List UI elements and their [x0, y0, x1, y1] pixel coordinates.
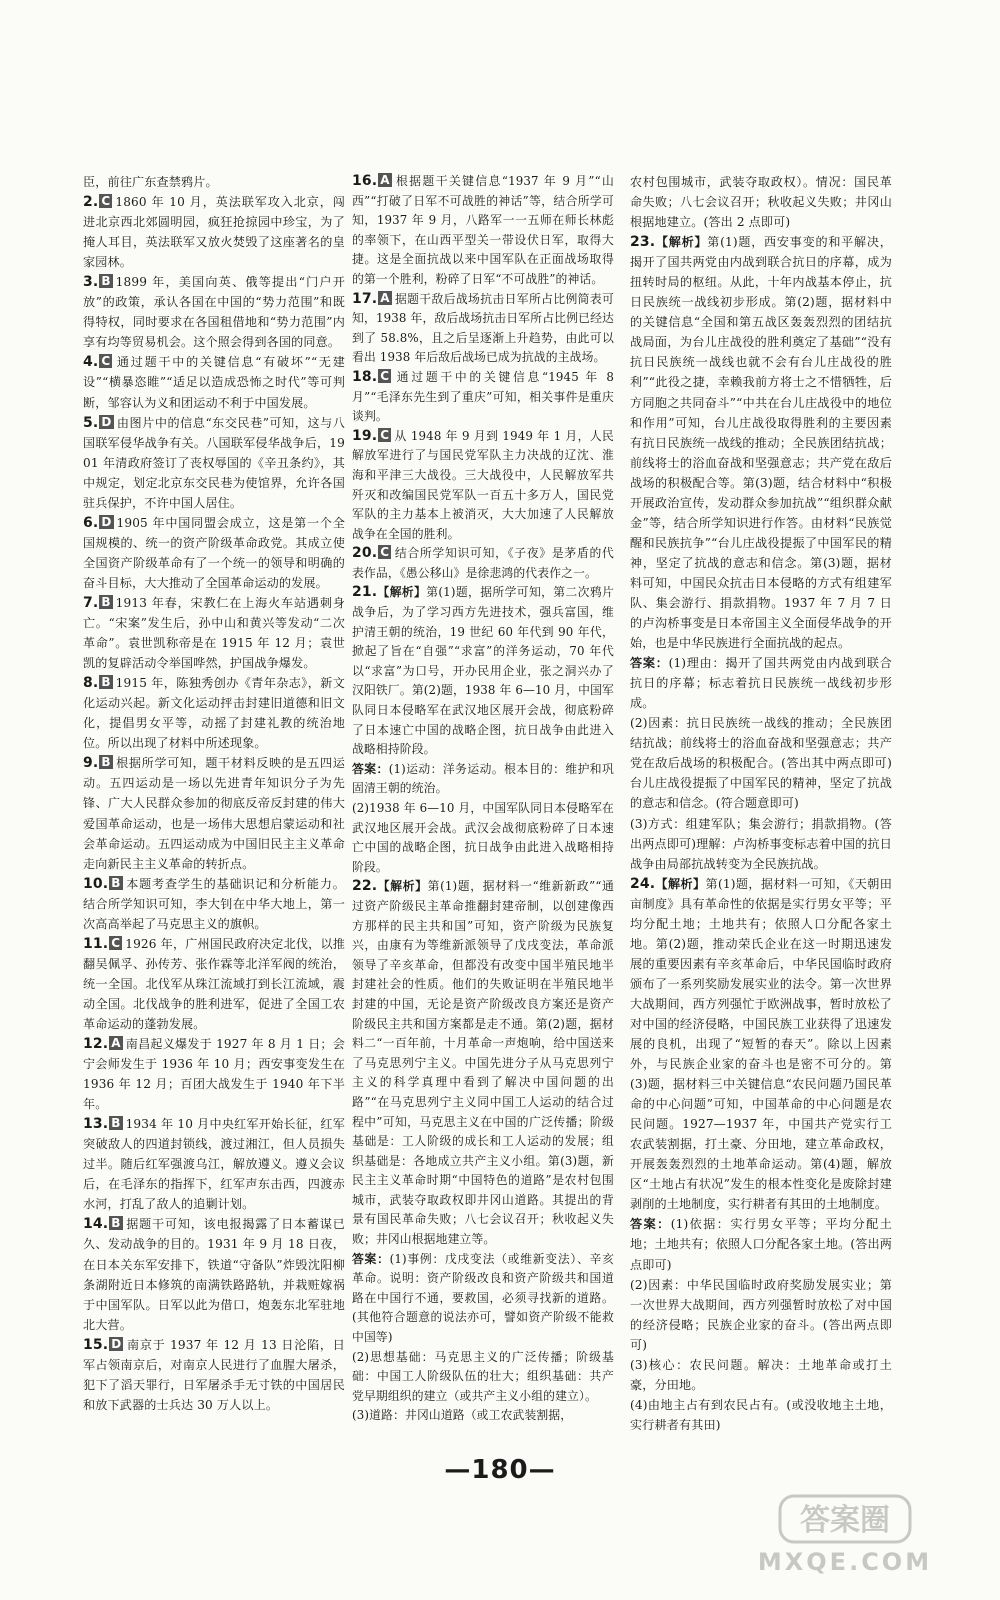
answer-continuation — [630, 1355, 892, 1395]
question-entry — [352, 583, 614, 759]
answer-choice-badge: C — [101, 194, 111, 209]
question-number: 21. — [352, 584, 378, 601]
entry-text: (3)核心：农民问题。解决：土地革命或打土豪，分田地。 — [630, 1357, 892, 1392]
answer-choice-badge: B — [101, 755, 111, 770]
entry-text: 1913 年春，宋教仁在上海火车站遇刺身亡。“宋案”发生后，孙中山和黄兴等发动“二次革命”。袁世凯称帝是在 1915 年 12 月；袁世凯的复辟活动令举国哗然，护国战争爆发。 — [83, 595, 345, 671]
analysis-tag: 【解析】 — [377, 585, 427, 600]
answer-continuation — [352, 799, 614, 877]
answer-choice-badge: B — [101, 274, 111, 289]
answer-choice-badge: C — [380, 427, 390, 442]
question-number: 12. — [83, 1036, 109, 1053]
entry-text: (3)方式：组建军队；集会游行；捐款捐物。(答出两点即可)理解：卢沟桥事变标志着中国的抗日战争由局部抗战转变为全民族抗战。 — [630, 816, 892, 871]
answer-choice-badge: A — [380, 173, 390, 187]
entry-text: (1)依据：实行男女平等；平均分配土地；土地共有；依照人口分配各家土地。(答出两点即可) — [630, 1217, 892, 1272]
question-entry — [630, 232, 892, 653]
question-number: 4. — [83, 354, 99, 371]
entry-text: (1)理由：揭开了国共两党由内战到联合抗日的序幕；标志着抗日民族统一战线初步形成。 — [630, 656, 892, 711]
entry-text: 1934 年 10 月中央红军开始长征，红军突破敌人的四道封锁线，渡过湘江，但人员损失过半。随后红军强渡乌江，解放遵义。遵义会议后，在毛泽东的指挥下，红军声东击西，四渡赤水河，打乱了敌人的追剿计划。 — [83, 1117, 345, 1212]
answer-choice-badge: C — [101, 354, 111, 369]
question-number: 8. — [83, 675, 99, 692]
question-entry — [83, 172, 345, 192]
entry-text: 农村包围城市，武装夺取政权）。情况：国民革命失败；八七会议召开；秋收起义失败；井冈山根据地建立。(答出 2 点即可) — [630, 175, 892, 230]
answer-choice-badge: C — [380, 545, 390, 560]
answer-continuation — [352, 1348, 614, 1407]
entry-text: 结合所学知识可知，《子夜》是茅盾的代表作品，《愚公移山》是徐悲鸿的代表作之一。 — [352, 546, 614, 580]
entry-text: (4)由地主占有到农民占有。(或没收地主土地，实行耕者有其田) — [630, 1397, 892, 1432]
question-entry — [352, 368, 614, 427]
entry-text: 根据题干关键信息“1937 年 9 月”“山西”“打破了日军不可战胜的神话”等，结合所学可知，1937 年 9 月，八路军一一五师在师长林彪的率领下，在山西平型关一带设伏日军，取得大捷。这是全面抗战以来中国军队在正面战场取得的第一个胜利，粉碎了日军“不可战胜”的神话。 — [352, 174, 614, 286]
question-entry — [83, 413, 345, 513]
entry-text: 由图片中的信息“东交民巷”可知，这与八国联军侵华战争有关。八国联军侵华战争后，1901 年清政府签订了丧权辱国的《辛丑条约》，其中规定，划定北京东交民巷为使馆界，允许各国驻兵保护，不许中国人居住。 — [83, 415, 345, 510]
question-number: 7. — [83, 594, 99, 611]
answer-choice-badge: D — [111, 1336, 122, 1351]
question-number: 17. — [352, 290, 378, 307]
question-entry — [83, 593, 345, 673]
entry-text: 1899 年，美国向英、俄等提出“门户开放”的政策，承认各国在中国的“势力范围”和既得特权，同时要求在各国租借地和“势力范围”内享有均等贸易机会。这个照会得到各国的同意。 — [83, 275, 345, 350]
question-entry — [630, 874, 892, 1215]
question-entry — [352, 290, 614, 368]
answer-choice-badge: B — [111, 875, 121, 890]
answer-choice-badge: D — [101, 414, 112, 429]
watermark-logo — [720, 1492, 970, 1578]
question-entry — [352, 172, 614, 290]
question-entry — [352, 544, 614, 583]
answer-continuation — [630, 814, 892, 874]
entry-text: 通过题干中的关键信息“1945 年 8 月”“毛泽东先生到了重庆”可知，相关事件是重庆谈判。 — [352, 369, 614, 424]
entry-text: 据题干可知，该电报揭露了日本蓄谋已久、发动战争的目的。1931 年 9 月 18 日夜，在日本关东军安排下，铁道“守备队”炸毁沈阳柳条湖附近日本修筑的南满铁路路轨，并栽赃嫁祸于中国军队。日军以此为借口，炮轰东北军驻地北大营。 — [83, 1217, 345, 1332]
entry-text: 从 1948 年 9 月到 1949 年 1 月，人民解放军进行了与国民党军队主力决战的辽沈、淮海和平津三大战役。三大战役中，人民解放军共歼灭和改编国民党军队一百五十多万人，国民党军队的主力基本上被消灭，大大加速了人民解放战争在全国的胜利。 — [352, 428, 614, 541]
watermark-icon — [720, 1492, 970, 1578]
answer-continuation — [630, 1275, 892, 1355]
answer-key — [630, 1214, 892, 1274]
entry-text: (2)因素：中华民国临时政府奖励发展实业；第一次世界大战期间，西方列强暂时放松了对中国的经济侵略；民族企业家的奋斗。(答出两点即可) — [630, 1277, 892, 1352]
answer-choice-badge: B — [111, 1116, 121, 1131]
column-middle — [352, 172, 614, 1426]
answer-label: 答案： — [352, 761, 389, 776]
entry-text: (3)道路：井冈山道路（或工农武装割据， — [352, 1408, 573, 1423]
entry-text: 第(1)题，据所学可知，第二次鸦片战争后，为了学习西方先进技术，强兵富国，维护清王朝的统治，19 世纪 60 年代到 90 年代，掀起了旨在“自强”“求富”的洋务运动，70 年代以“求富”为口号，开办民用企业，张之洞兴办了汉阳铁厂。第(2)题，1938 年 6—10 月，中国军队同日本侵略军在武汉地区展开会战，彻底粉碎了日本速亡中国的战略企图，抗日战争由此进入战略相持阶段。 — [352, 585, 614, 757]
entry-text: (2)因素：抗日民族统一战线的推动；全民族团结抗战；前线将士的浴血奋战和坚强意志；共产党在敌后战场的积极配合。(答出其中两点即可)台儿庄战役提振了中国军民的精神，坚定了抗战的意志和信念。(符合题意即可) — [630, 716, 892, 811]
question-entry — [83, 513, 345, 593]
answer-label: 答案： — [630, 1217, 671, 1232]
question-entry — [83, 753, 345, 873]
question-entry — [83, 673, 345, 753]
question-entry — [352, 877, 614, 1249]
question-entry — [83, 272, 345, 352]
question-number: 5. — [83, 414, 99, 431]
analysis-tag: 【解析】 — [655, 876, 706, 891]
answer-continuation — [630, 172, 892, 232]
question-number: 13. — [83, 1116, 109, 1133]
entry-text: 1915 年，陈独秀创办《青年杂志》，新文化运动兴起。新文化运动抨击封建旧道德和旧文化，提倡男女平等，动摇了封建礼教的统治地位。所以出现了材料中所述现象。 — [83, 676, 345, 751]
entry-text: 根据所学可知，题干材料反映的是五四运动。五四运动是一场以先进青年知识分子为先锋、广大人民群众参加的彻底反帝反封建的伟大爱国革命运动，也是一场伟大思想启蒙运动和社会革命运动。五四运动成为中国旧民主主义革命走向新民主主义革命的转折点。 — [83, 756, 345, 871]
answer-choice-badge: B — [111, 1216, 121, 1231]
answer-choice-badge: C — [380, 368, 390, 383]
question-entry — [83, 352, 345, 412]
answer-choice-badge: D — [101, 514, 112, 529]
answer-choice-badge: A — [111, 1036, 121, 1051]
question-number: 9. — [83, 755, 99, 772]
question-number: 16. — [352, 173, 378, 189]
entry-text: 第(1)题，据材料一“维新新政”“通过资产阶级民主革命推翻封建帝制，以创建像西方那样的民主共和国”可知，资产阶级为民族复兴，由康有为等维新派领导了戊戌变法，革命派领导了辛亥革命，但都没有改变中国半殖民地半封建社会的性质。他们的失败证明在半殖民地半封建的中国，无论是资产阶级改良方案还是资产阶级民主共和国方案都是走不通。第(2)题，据材料二“一百年前，十月革命一声炮响，给中国送来了马克思列宁主义。中国先进分子从马克思列宁主义的科学真理中看到了解决中国问题的出路”“在马克思列宁主义同中国工人运动的结合过程中”可知，马克思主义在中国的广泛传播；阶级基础是：工人阶级的成长和工人运动的发展；组织基础是：各地成立共产主义小组。第(3)题，新民主主义革命时期“中国特色的道路”是农村包围城市，武装夺取政权即井冈山道路。其提出的背景有国民革命失败；八七会议召开；秋收起义失败；井冈山根据地建立等。 — [352, 879, 614, 1247]
question-entry — [83, 934, 345, 1034]
answer-choice-badge: B — [101, 594, 111, 609]
question-entry — [83, 1214, 345, 1334]
question-entry — [83, 1335, 345, 1415]
entry-text: 1905 年中国同盟会成立，这是第一个全国规模的、统一的资产阶级革命政党。其成立使全国资产阶级革命有了一个统一的领导和明确的奋斗目标，大大推动了全国革命运动的发展。 — [83, 515, 345, 590]
question-number: 15. — [83, 1336, 109, 1353]
entry-text: 1860 年 10 月，英法联军攻入北京，闯进北京西北郊圆明园，疯狂抢掠园中珍宝，为了掩人耳目，英法联军又放火焚毁了这座著名的皇家园林。 — [83, 195, 345, 270]
column-right — [630, 172, 892, 1435]
entry-text: (1)运动：洋务运动。根本目的：维护和巩固清王朝的统治。 — [352, 761, 614, 796]
answer-choice-badge: A — [380, 290, 390, 305]
question-number: 3. — [83, 274, 99, 291]
column-left — [83, 172, 345, 1415]
answer-choice-badge: B — [101, 675, 111, 690]
entry-text: 通过题干中的关键信息“有破坏”“无建设”“横暴恣睢”“适足以造成恐怖之时代”等可判断，邹容认为义和团运动不利于中国发展。 — [83, 355, 345, 410]
answer-continuation — [630, 713, 892, 813]
question-number: 2. — [83, 194, 99, 211]
question-number: 6. — [83, 514, 99, 531]
question-number: 18. — [352, 368, 378, 385]
answer-key — [630, 653, 892, 713]
question-number: 10. — [83, 875, 109, 892]
answer-continuation — [630, 1395, 892, 1435]
page-number: —180— — [444, 1455, 556, 1485]
question-number: 19. — [352, 427, 378, 444]
answer-label: 答案： — [352, 1251, 390, 1266]
answer-choice-badge: C — [111, 935, 121, 950]
analysis-tag: 【解析】 — [377, 879, 428, 894]
entry-text: (2)思想基础：马克思主义的广泛传播；阶级基础：中国工人阶级队伍的壮大；组织基础：共产党早期组织的建立（或共产主义小组的建立）。 — [352, 1349, 614, 1403]
question-entry — [83, 874, 345, 934]
answer-key — [352, 760, 614, 799]
watermark-text: MXQE.COM — [757, 1548, 933, 1576]
question-number: 23. — [630, 234, 656, 251]
entry-text: 1926 年，广州国民政府决定北伐，以推翻吴佩孚、孙传芳、张作霖等北洋军阀的统治，统一全国。北伐军从珠江流域打到长江流域，震动全国。北伐战争的胜利进军，促进了全国工农革命运动的蓬勃发展。 — [83, 936, 345, 1031]
entry-text: 第(1)题，据材料一可知，《天朝田亩制度》具有革命性的依据是实行男女平等；平均分配土地；土地共有；依照人口分配各家土地。第(2)题，推动荣氏企业在这一时期迅速发展的重要因素有辛亥革命后，中华民国临时政府颁布了一系列奖励发展实业的法令。第一次世界大战期间，西方列强忙于欧洲战事，暂时放松了对中国的经济侵略，中国民族工业获得了迅速发展的良机，出现了“短暂的春天”。除以上因素外，与民族企业家的奋斗也是密不可分的。第(3)题，据材料三中关键信息“农民问题乃国民革命的中心问题”可知，中国革命的中心问题是农民问题。1927—1937 年，中国共产党实行工农武装割据，打土豪、分田地，建立革命政权，开展轰轰烈烈的土地革命运动。第(4)题，解放区“土地占有状况”发生的根本性变化是废除封建剥削的土地制度，实行耕者有其田的土地制度。 — [630, 876, 892, 1212]
question-entry — [352, 427, 614, 545]
question-number: 14. — [83, 1216, 109, 1233]
question-number: 20. — [352, 545, 378, 562]
entry-text: 第(1)题，西安事变的和平解决，揭开了国共两党由内战到联合抗日的序幕，成为扭转时局的枢纽。从此，十年内战基本停止，抗日民族统一战线初步形成。第(2)题，据材料中的关键信息“全国和第五战区轰轰烈烈的团结抗战局面，为台儿庄战役的胜利奠定了基础”“没有抗日民族统一战线也就不会有台儿庄战役的胜利”“此役之捷，幸赖我前方将士之不惜牺牲，后方同胞之共同奋斗”“中共在台儿庄战役中的地位和作用”可知，台儿庄战役取得胜利的主要因素有抗日民族统一战线的推动；全民族团结抗战；前线将士的浴血奋战和坚强意志；共产党在敌后战场的积极配合等。第(3)题，结合材料中“积极开展政治宣传，发动群众参加抗战”“组织群众献金”等，结合所学知识进行作答。由材料“民族觉醒和民族抗争”“台儿庄战役提振了中国军民的精神，坚定了抗战的意志和信念。第(3)题，据材料可知，中国民众抗击日本侵略的方式有组建军队、集会游行、捐款捐物。1937 年 7 月 7 日的卢沟桥事变是日本帝国主义全面侵华战争的开始，也是中华民族进行全面抗战的起点。 — [630, 235, 892, 651]
analysis-tag: 【解析】 — [655, 235, 708, 250]
entry-text: 臣，前往广东查禁鸦片。 — [83, 175, 218, 189]
answer-key — [352, 1250, 614, 1348]
entry-text: (1)事例：戊戌变法（或维新变法）、辛亥革命。说明：资产阶级改良和资产阶级共和国道路在中国行不通，要救国，必须寻找新的道路。(其他符合题意的说法亦可，譬如资产阶级不能救中国等) — [352, 1251, 615, 1345]
answer-continuation — [352, 1406, 614, 1426]
question-entry — [83, 1114, 345, 1214]
entry-text: 南昌起义爆发于 1927 年 8 月 1 日；会宁会师发生于 1936 年 10 月；西安事变发生在 1936 年 12 月；百团大战发生于 1940 年下半年。 — [83, 1037, 345, 1112]
entry-text: 本题考查学生的基础识记和分析能力。结合所学知识可知，李大钊在中华大地上，第一次高高举起了马克思主义的旗帜。 — [83, 876, 345, 931]
watermark-logo-chars: 答案圈 — [800, 1503, 890, 1538]
question-entry — [83, 1034, 345, 1114]
question-number: 24. — [630, 875, 656, 892]
entry-text: 南京于 1937 年 12 月 13 日沦陷，日军占领南京后，对南京人民进行了血腥大屠杀，犯下了滔天罪行，日军屠杀手无寸铁的中国居民和放下武器的士兵达 30 万人以上。 — [83, 1337, 345, 1412]
question-entry — [83, 192, 345, 272]
question-number: 11. — [83, 935, 109, 952]
answer-label: 答案： — [630, 656, 669, 671]
question-number: 22. — [352, 878, 378, 895]
entry-text: (2)1938 年 6—10 月，中国军队同日本侵略军在武汉地区展开会战。武汉会战彻底粉碎了日本速亡中国的战略企图，抗日战争由此进入战略相持阶段。 — [352, 801, 614, 874]
entry-text: 据题干敌后战场抗击日军所占比例简表可知，1938 年，敌后战场抗击日军所占比例已经达到了 58.8%，且之后呈逐渐上升趋势，由此可以看出 1938 年后敌后战场已成为抗战的主战场。 — [352, 291, 614, 365]
